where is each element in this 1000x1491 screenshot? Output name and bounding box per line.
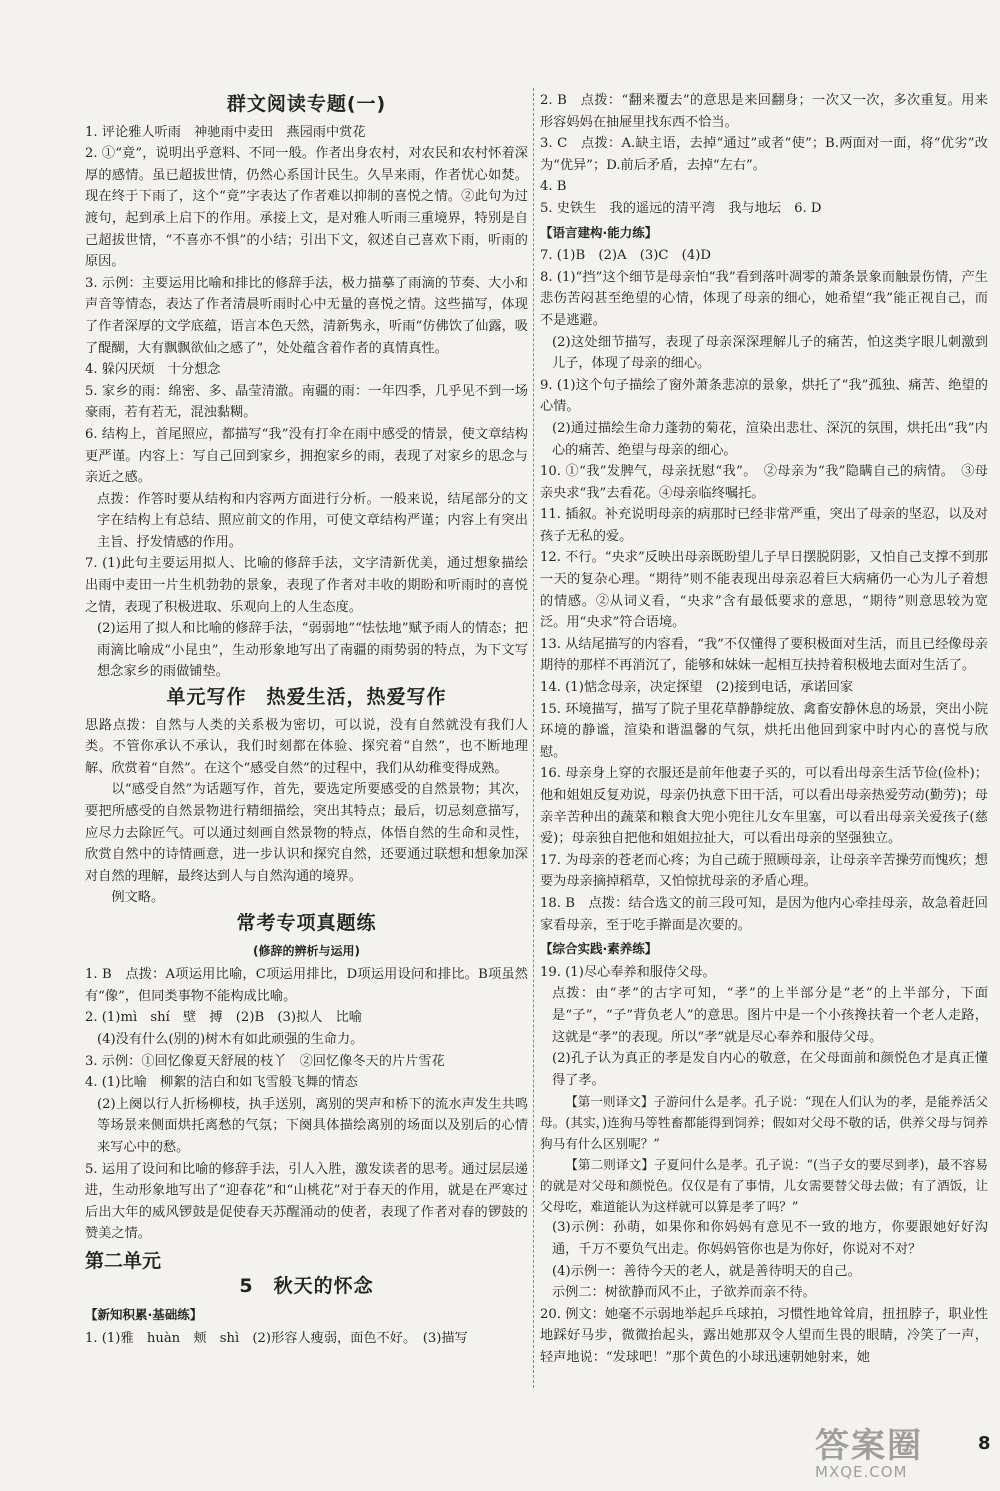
answer-item: (2)通过描绘生命力蓬勃的菊花，渲染出悲壮、深沉的氛围，烘托出“我”内心的痛苦、绝望与母亲的细心。 [552, 420, 988, 458]
answer-item: 8. (1)“挡”这个细节是母亲怕“我”看到落叶凋零的萧条景象而触景伤情，产生悲伤苦闷甚至绝望的心情，体现了母亲的细心，她希望“我”能正视自己，而不是逃避。 [540, 269, 988, 328]
answers-practice [85, 964, 528, 1245]
answer-item: 19. (1)尽心奉养和服侍父母。 [540, 964, 716, 980]
answer-item: 18. B 点拨：结合选文的前三段可知，是因为他内心牵挂母亲，故急着赶回家看母亲，至于吃手擀面是次要的。 [540, 895, 988, 933]
writing-guidance [85, 715, 528, 909]
answer-item: 3. 示例：主要运用比喻和排比的修辞手法，极力描摹了雨滴的节奏、大小和声音等情态，表达了作者清晨听雨时心中无量的喜悦之情。这些描写，体现了作者深厚的文学底蕴，语言本色天然，清新隽永，听雨“仿佛饮了仙露，吸了醍醐，大有飘飘欲仙之感了”，处处蕴含着作者的真情真性。 [85, 275, 528, 356]
answer-item: 13. 从结尾描写的内容看，“我”不仅懂得了要积极面对生活，而且已经像母亲期待的那样不再消沉了，能够和妹妹一起相互扶持着积极地去面对生活了。 [540, 636, 988, 674]
answer-item: 2. ①“竟”，说明出乎意料、不同一般。作者出身农村，对农民和农村怀着深厚的感情。虽已超拔世情，仍然心系国计民生。久旱来雨，作者忧心如焚。现在终于下雨了，这个“竟”字表达了作者难以抑制的喜悦之情。②此句为过渡句，起到承上启下的作用。承接上文，是对雅人听雨三重境界，特别是自己超拔世情，“不喜亦不惧”的小结；引出下文，叙述自己喜欢下雨，听雨的原因。 [85, 146, 528, 270]
watermark-logo-text: 答案圈 [815, 1426, 923, 1466]
answer-item: 1. B 点拨：A项运用比喻，C项运用排比，D项运用设问和排比。B项虽然有“像”，但同类事物不能构成比喻。 [85, 967, 528, 1004]
answer-item: 12. 不行。“央求”反映出母亲既盼望儿子早日摆脱阴影，又怕自己支撑不到那一天的复杂心理。“期待”则不能表现出母亲忍着巨大病痛仍一心为儿子着想的情感。②从词义看，“央求”含有最低要求的意思，“期待”则意思较为宽泛。用“央求”符合语境。 [540, 550, 988, 631]
answer-item: 1. 评论雅人听雨 神驰雨中麦田 燕园雨中赏花 [85, 124, 366, 140]
answer-item: 16. 母亲身上穿的衣服还是前年他妻子买的，可以看出母亲生活节俭(俭朴)；他和姐姐反复劝说，母亲仍执意下田干活，可以看出母亲热爱劳动(勤劳)；母亲辛苦种出的蔬菜和粮食大兜小兜往儿女车里塞，可以看出母亲关爱孩子(慈爱)；母亲独自把他和姐姐拉扯大，可以看出母亲的坚强独立。 [540, 766, 988, 847]
answer-item: (4)没有什么(别的)树木有如此顽强的生命力。 [97, 1031, 364, 1047]
section-label-basic: 【新知积累·基础练】 [85, 1307, 203, 1323]
answer-item: 3. 示例：①回忆像夏天舒展的枝丫 ②回忆像冬天的片片雪花 [85, 1053, 445, 1069]
answer-item: 5. 家乡的雨：绵密、多、晶莹清澈。南疆的雨：一年四季，几乎见不到一场豪雨，若有若无，混浊黏糊。 [85, 383, 528, 421]
section-subtitle-practice: (修辞的辨析与运用) [253, 943, 360, 958]
answer-item: (2)运用了拟人和比喻的修辞手法，“弱弱地”“怯怯地”赋予雨人的情态；把雨滴比喻成“小昆虫”，生动形象地写出了南疆的雨势弱的特点，为下文写想念家乡的雨做铺垫。 [97, 621, 528, 680]
answer-item: (2)这处细节描写，表现了母亲深深理解儿子的痛苦，怕这类字眼儿刺激到儿子，体现了母亲的细心。 [552, 334, 988, 372]
section-label-practice: 【综合实践·素养练】 [540, 941, 658, 957]
translation-1: 【第一则译文】子游问什么是孝。孔子说：“现在人们认为的孝，是能养活父母。(其实，)连狗马等牲畜都能得到饲养；假如对父母不敬的话，供养父母与饲养狗马有什么区别呢？” [540, 1094, 988, 1152]
answer-item: 5. 史铁生 我的遥远的清平湾 我与地坛 6. D [540, 200, 822, 216]
watermark [815, 1418, 923, 1481]
translation-2: 【第二则译文】子夏问什么是孝。孔子说：“(当子女的要尽到孝)，最不容易的就是对父母和颜悦色。仅仅是有了事情，儿女需要替父母去做；有了酒饭，让父母吃，难道能认为这样就可以算是孝了吗？” [540, 1157, 988, 1215]
left-column [85, 90, 528, 1349]
section-title-writing: 单元写作 热爱生活，热爱写作 [166, 686, 447, 709]
answer-item: 20. 例文：她毫不示弱地举起乒乓球拍，习惯性地耸耸肩，扭扭脖子，职业性地踩好马步，微微抬起头，露出她那双令人望而生畏的眼睛，冷笑了一声，轻声地说：“发球吧！”那个黄色的小球迅速朝她射来，她 [540, 1306, 988, 1365]
answer-item: 4. 躲闪厌烦 十分想念 [85, 362, 221, 378]
section-title-practice: 常考专项真题练 [236, 911, 377, 934]
writing-paragraph: 以“感受自然”为话题写作，首先，要选定所要感受的自然景物；其次，要把所感受的自然景物进行精细描绘，突出其特点；最后，切忌刻意描写，应尽力去除匠气。可以通过刻画自然景物的特点，体悟自然的生命和灵性，欣赏自然中的诗情画意，进一步认识和探究自然，还要通过联想和想象加深对自然的理解，最终达到人与自然沟通的境界。 [85, 782, 528, 884]
answer-item: (3)示例：孙萌，如果你和你妈妈有意见不一致的地方，你要跟她好好沟通，千万不要负气出走。你妈妈管你也是为你好，你说对不对？ [552, 1220, 988, 1257]
answer-item: 11. 插叙。补充说明母亲的病那时已经非常严重，突出了母亲的坚忍，以及对孩子无私的爱。 [540, 507, 988, 544]
answer-item: 4. (1)比喻 柳絮的洁白和如飞雪般飞舞的情态 [85, 1075, 358, 1091]
writing-paragraph: 例文略。 [111, 890, 165, 906]
answer-item: 6. 结构上，首尾照应，都描写“我”没有打伞在雨中感受的情景，使文章结构更严谨。内容上：写自己回到家乡，拥抱家乡的雨，表现了对家乡的思念与亲近之感。 [85, 426, 528, 486]
right-column [540, 90, 988, 1368]
section-label-ability: 【语言建构·能力练】 [540, 224, 658, 240]
answer-note: 点拨：由“孝”的古字可知，“孝”的上半部分是“老”的上半部分，下面是“子”，“子”背负老人”的意思。图片中是一个小孩搀扶着一个老人走路，这就是“孝”的表现。所以“孝”就是尽心奉养和服侍父母。 [552, 986, 988, 1045]
answer-item: 2. B 点拨：“翻来覆去”的意思是来回翻身；一次又一次，多次重复。用来形容妈妈在抽屉里找东西不恰当。 [540, 93, 988, 130]
answer-item: 17. 为母亲的苍老而心疼；为自己疏于照顾母亲，让母亲辛苦操劳而愧疚；想要为母亲摘掉稻草，又怕惊扰母亲的矛盾心理。 [540, 852, 988, 890]
column-divider [533, 88, 535, 1388]
answer-item: 7. (1)此句主要运用拟人、比喻的修辞手法，文字清新优美，通过想象描绘出雨中麦田一片生机勃勃的景象，表现了作者对丰收的期盼和听雨时的喜悦之情，表现了积极进取、乐观向上的人生态度。 [85, 556, 528, 615]
section-title-reading: 群文阅读专题(一) [226, 93, 387, 115]
answer-item: 4. B [540, 179, 567, 195]
writing-paragraph: 思路点拨：自然与人类的关系极为密切，可以说，没有自然就没有我们人类。不管你承认不承认，我们时刻都在体验、探究着“自然”，也不断地理解、欣赏着“自然”。在这个“感受自然”的过程中，我们从幼稚变得成熟。 [85, 717, 528, 776]
answer-item: 2. (1)mì shí 壁 搏 (2)B (3)拟人 比喻 [85, 1010, 362, 1026]
lesson-title: 5 秋天的怀念 [239, 1275, 374, 1298]
answer-item: 3. C 点拨：A.缺主语，去掉“通过”或者“使”；B.两面对一面，将“优劣”改为“优异”；D.前后矛盾，去掉“左右”。 [540, 136, 988, 173]
unit-heading: 第二单元 [85, 1249, 162, 1272]
answer-note: 点拨：作答时要从结构和内容两方面进行分析。一般来说，结尾部分的文字在结构上有总结、照应前文的作用，可使文章结构严谨；内容上有突出主旨、抒发情感的作用。 [97, 491, 528, 550]
answer-item: 9. (1)这个句子描绘了窗外萧条悲凉的景象，烘托了“我”孤独、痛苦、绝望的心情。 [540, 377, 988, 415]
answer-item: (4)示例一：善待今天的老人，就是善待明天的自己。 [552, 1263, 861, 1279]
answer-item: 10. ①“我”发脾气，母亲抚慰“我”。 ②母亲为“我”隐瞒自己的病情。 ③母亲央求“我”去看花。④母亲临终嘱托。 [540, 464, 988, 501]
answers-reading [85, 122, 528, 683]
answer-item: 1. (1)雅 huàn 颊 shì (2)形容人瘦弱，面色不好。 (3)描写 [85, 1330, 468, 1346]
answer-item: 14. (1)惦念母亲，决定探望 (2)接到电话，承诺回家 [540, 680, 854, 696]
answer-item: 示例二：树欲静而风不止，子欲养而亲不待。 [552, 1285, 816, 1301]
answer-item: (2)孔子认为真正的孝是发自内心的敬意，在父母面前和颜悦色才是真正懂得了孝。 [552, 1051, 988, 1088]
answer-item: 15. 环境描写，描写了院子里花草静静绽放、禽畜安静休息的场景，突出小院环境的静谧，渲染和谐温馨的气氛，烘托出他回到家中时内心的喜悦与欣慰。 [540, 701, 988, 760]
page-number: 8 [978, 1433, 991, 1454]
answer-item: 5. 运用了设问和比喻的修辞手法，引人入胜，激发读者的思考。通过层层递进，生动形象地写出了“迎春花”和“山桃花”对于春天的作用，就是在严寒过后出大年的威风锣鼓是促使春天苏醒涌动的使者，表现了作者对春的锣鼓的赞美之情。 [85, 1161, 528, 1242]
watermark-url: MXQE.COM [815, 1463, 908, 1481]
answer-item: 7. (1)B (2)A (3)C (4)D [540, 248, 711, 264]
answer-item: (2)上阕以行人折杨柳枝，执手送别，离别的哭声和桥下的流水声发生共鸣等场景来侧面烘托离愁的气氛；下阕具体描绘离别的场面以及别后的心情来写心中的愁。 [97, 1096, 528, 1155]
